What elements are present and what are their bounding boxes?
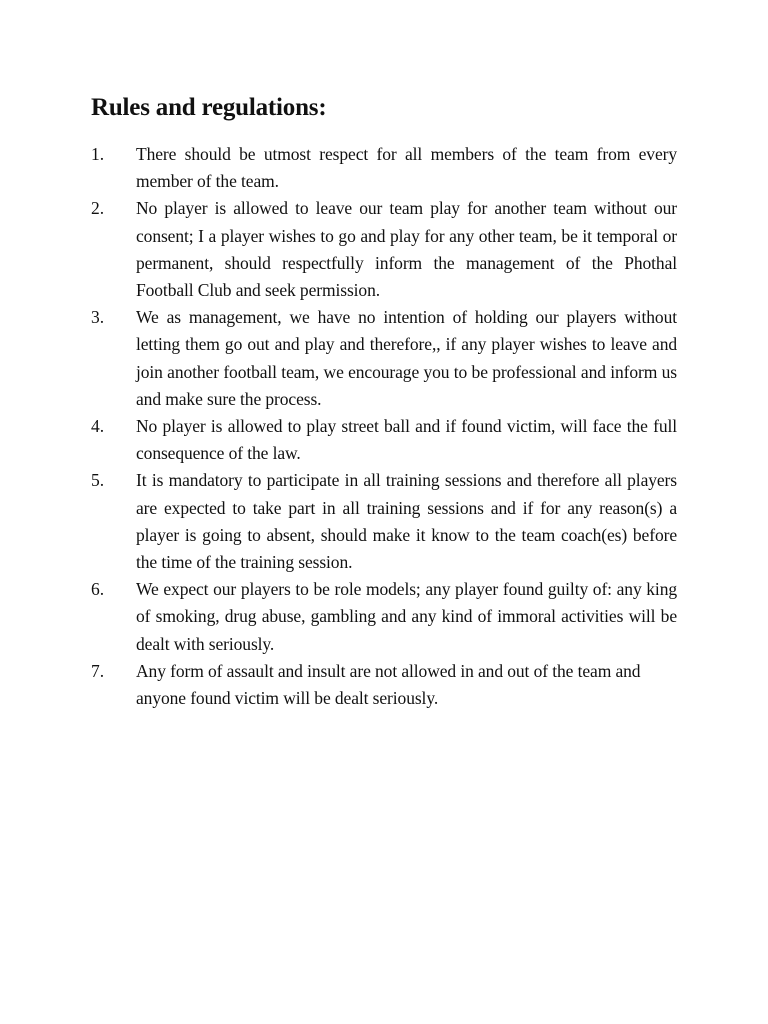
rule-number: 3. [91,307,105,328]
rule-number: 1. [91,144,105,164]
rule-number: 7. [91,660,105,681]
rule-text: It is mandatory to participate in all training sessions and therefore all players are expected to take part in all training sessions and if for any reason(s) a player is going to absent, should make it know to the team coach(es) before the time of the training session. [136,470,677,573]
rules-list [91,141,677,712]
rule-number: 2. [91,198,105,219]
rule-number: 6. [91,579,105,600]
rule-item [91,467,677,576]
rule-item [91,658,677,712]
rule-text: We as management, we have no intention of holding our players without letting them go out and play and therefore,, if any player wishes to leave and join another football team, we encourage you to be professional and inform us and make sure the process. [136,307,677,409]
rule-item [91,576,677,658]
rule-text: We expect our players to be role models; any player found guilty of: any king of smoking, drug abuse, gambling and any kind of immoral activities will be dealt with seriously. [136,579,677,654]
rule-text: Any form of assault and insult are not allowed in and out of the team and anyone found victim will be dealt seriously. [136,660,641,709]
rule-text: There should be utmost respect for all members of the team from every member of the team. [136,144,677,192]
rule-text: No player is allowed to leave our team play for another team without our consent; I a player wishes to go and play for any other team, be it temporal or permanent, should respectfully inform the management of the Phothal Football Club and seek permission. [136,198,677,301]
rule-item [91,141,677,195]
rule-number: 5. [91,470,105,491]
rule-number: 4. [91,416,105,437]
rule-text: No player is allowed to play street ball and if found victim, will face the full consequence of the law. [136,416,677,464]
rule-item [91,195,677,304]
rule-item [91,413,677,467]
page-title: Rules and regulations: [91,94,327,121]
rule-item [91,304,677,413]
